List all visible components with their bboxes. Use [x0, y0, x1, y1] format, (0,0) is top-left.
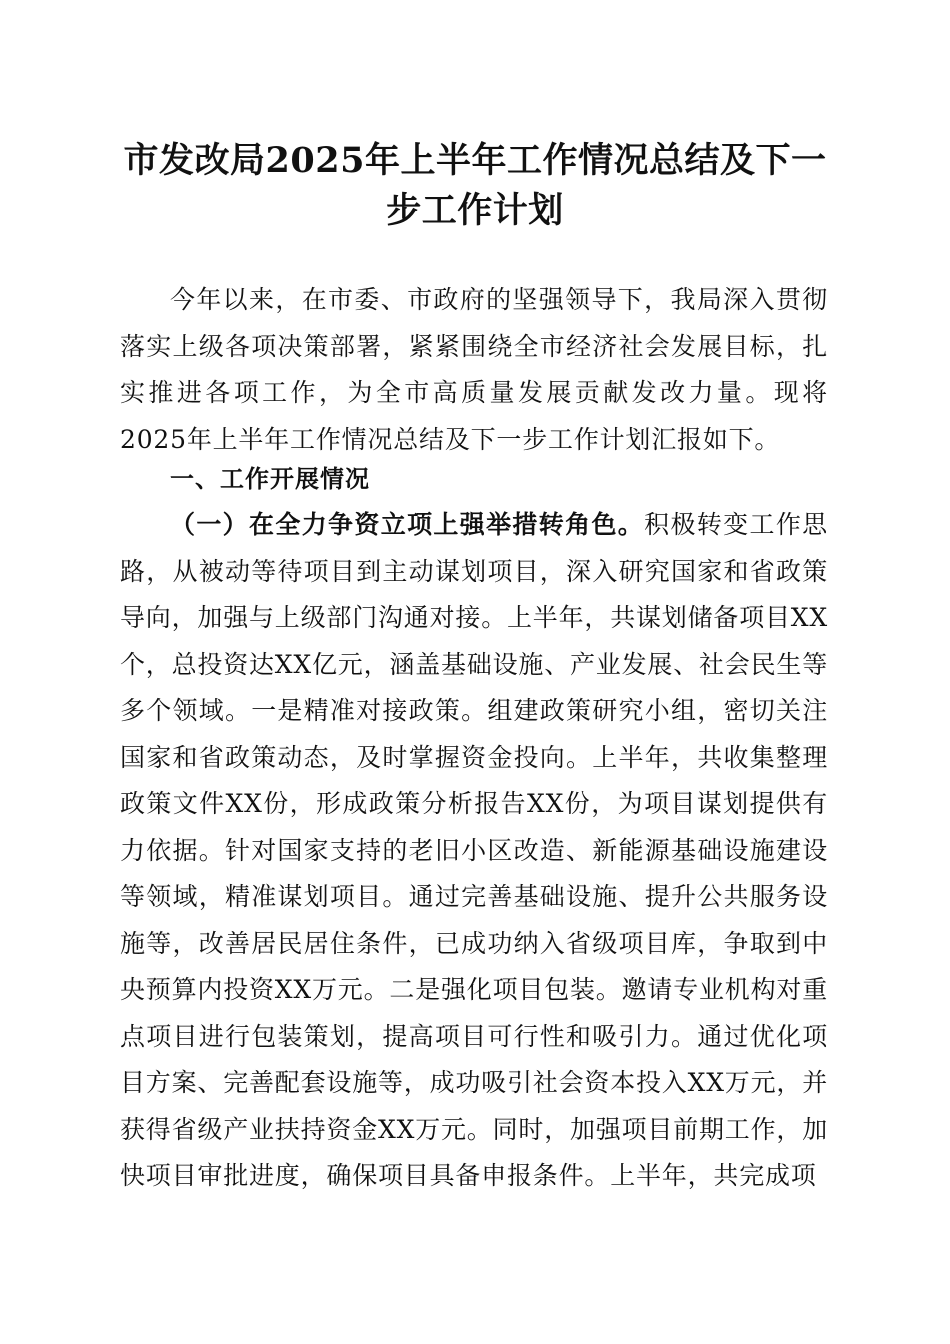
- document-title: 市发改局2025年上半年工作情况总结及下一步工作计划: [123, 140, 827, 231]
- subsection-body-text: 积极转变工作思路，从被动等待项目到主动谋划项目，深入研究国家和省政策导向，加强与上级部门沟通对接。上半年，共谋划储备项目XX个，总投资达XX亿元，涵盖基础设施、产业发展、社会民生等多个领域。一是精准对接政策。组建政策研究小组，密切关注国家和省政策动态，及时掌握资金投向。上半年，共收集整理政策文件XX份，形成政策分析报告XX份，为项目谋划提供有力依据。针对国家支持的老旧小区改造、新能源基础设施建设等领域，精准谋划项目。通过完善基础设施、提升公共服务设施等，改善居民居住条件，已成功纳入省级项目库，争取到中央预算内投资XX万元。二是强化项目包装。邀请专业机构对重点项目进行包装策划，提高项目可行性和吸引力。通过优化项目方案、完善配套设施等，成功吸引社会资本投入XX万元，并获得省级产业扶持资金XX万元。同时，加强项目前期工作，加快项目审批进度，确保项目具备申报条件。上半年，共完成项: [120, 510, 828, 1190]
- intro-paragraph: 今年以来，在市委、市政府的坚强领导下，我局深入贯彻落实上级各项决策部署，紧紧围绕全市经济社会发展目标，扎实推进各项工作，为全市高质量发展贡献发改力量。现将2025年上半年工作情况总结及下一步工作计划汇报如下。: [120, 285, 828, 454]
- subsection-paragraph-funding-projects: [120, 502, 828, 1200]
- section-heading-work-progress: 一、工作开展情况: [170, 465, 370, 493]
- subsection-heading: （一）在全力争资立项上强举措转角色。: [170, 510, 645, 539]
